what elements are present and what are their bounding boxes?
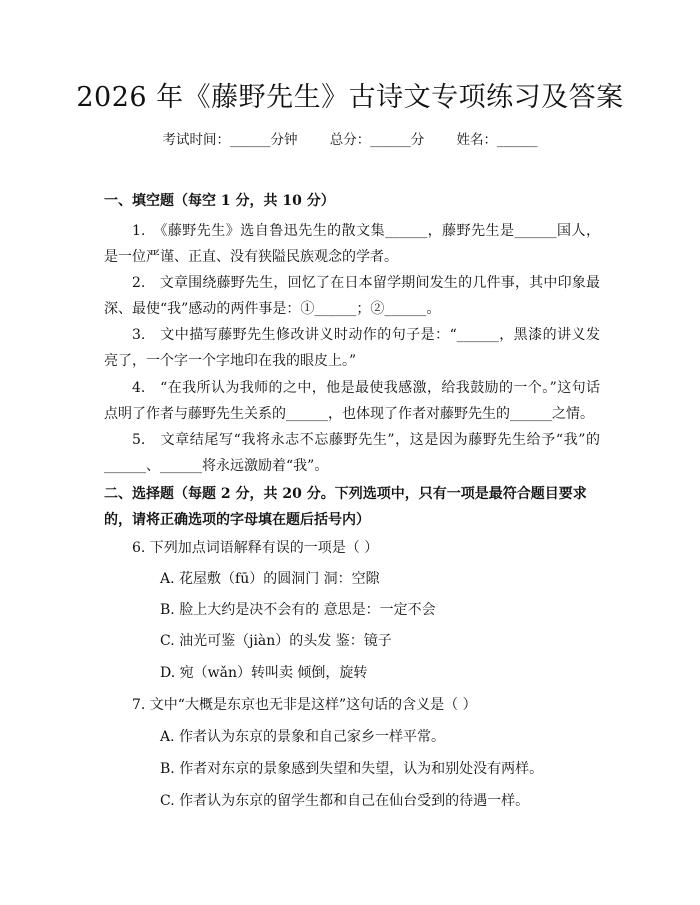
question-7-option-b	[104, 756, 600, 782]
question-2	[104, 270, 600, 322]
question-text: 1. 《藤野先生》选自鲁迅先生的散文集______，藤野先生是______国人，是一位严谨、正直、没有狭隘民族观念的学者。	[104, 223, 600, 265]
student-name-field: 姓名：______	[456, 132, 538, 148]
question-4	[104, 375, 600, 427]
question-6	[104, 535, 600, 561]
option-text: A. 花屋敷（fū）的圆洞门 洞：空隙	[160, 571, 380, 587]
question-6-option-b	[104, 597, 600, 623]
option-text: C. 作者认为东京的留学生都和自己在仙台受到的待遇一样。	[160, 793, 530, 809]
question-7-option-c	[104, 788, 600, 814]
question-stem: 7. 文中“大概是东京也无非是这样”这句话的含义是（ ）	[132, 697, 477, 713]
option-text: A. 作者认为东京的景象和自己家乡一样平常。	[160, 729, 446, 745]
question-3	[104, 322, 600, 374]
question-text: 5. 文章结尾写“我将永志不忘藤野先生”，这是因为藤野先生给予“我”的______、______将永远激励着“我”。	[104, 432, 600, 474]
question-7-option-a	[104, 724, 600, 750]
section-multiple-choice	[104, 481, 600, 533]
question-1	[104, 218, 600, 270]
question-6-option-a	[104, 566, 600, 592]
question-stem: 6. 下列加点词语解释有误的一项是（ ）	[132, 540, 379, 556]
section-heading: 一、填空题（每空 1 分，共 10 分）	[104, 193, 335, 209]
question-5	[104, 427, 600, 479]
question-6-option-c	[104, 628, 600, 654]
exam-meta	[0, 128, 700, 152]
option-text: C. 油光可鉴（jiàn）的头发 鉴：镜子	[160, 633, 392, 649]
question-text: 3. 文中描写藤野先生修改讲义时动作的句子是：“______，黑漆的讲义发亮了，一个字一个字地印在我的眼皮上。”	[104, 327, 600, 369]
section-heading: 二、选择题（每题 2 分，共 20 分。下列选项中，只有一项是最符合题目要求的，请将正确选项的字母填在题后括号内）	[104, 486, 587, 528]
question-6-option-d	[104, 660, 600, 686]
exam-time-field: 考试时间：______分钟	[162, 132, 298, 148]
option-text: B. 作者对东京的景象感到失望和失望，认为和别处没有两样。	[160, 761, 544, 777]
section-fill-in	[104, 188, 600, 214]
option-text: B. 脸上大约是决不会有的 意思是：一定不会	[160, 602, 436, 618]
question-7	[104, 692, 600, 718]
option-text: D. 宛（wǎn）转叫卖 倾倒，旋转	[160, 665, 368, 681]
question-text: 2. 文章围绕藤野先生，回忆了在日本留学期间发生的几件事，其中印象最深、最使“我”感动的两件事是：①______；②______。	[104, 275, 600, 317]
question-text: 4. “在我所认为我师的之中，他是最使我感激，给我鼓励的一个。”这句话点明了作者与藤野先生关系的______，也体现了作者对藤野先生的______之情。	[104, 380, 600, 422]
total-score-field: 总分：______分	[329, 132, 425, 148]
page-title: 2026 年《藤野先生》古诗文专项练习及答案	[76, 82, 624, 113]
